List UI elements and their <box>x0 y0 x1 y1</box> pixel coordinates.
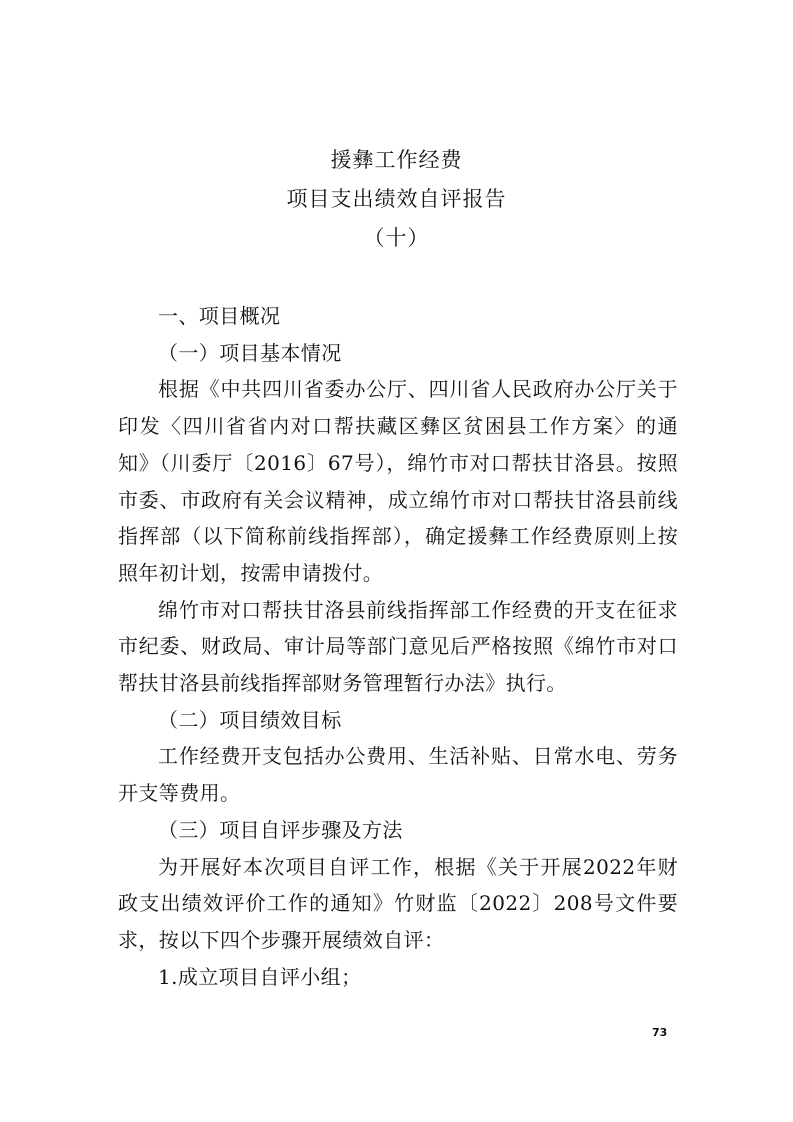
document-title-line-2: 项目支出绩效自评报告 <box>286 187 507 211</box>
document-title-line-3: （十） <box>363 226 430 250</box>
paragraph-basis: 根据《中共四川省委办公厅、四川省人民政府办公厅关于印发〈四川省省内对口帮扶藏区彝区贫困县工作方案〉的通知》（川委厅〔2016〕67号），绵竹市对口帮扶甘洛县。按照市委、市政府有关会议精神，成立绵竹市对口帮扶甘洛县前线指挥部（以下简称前线指挥部），确定援彝工作经费原则上按照年初计划，按需申请拨付。 <box>118 377 678 585</box>
list-item-step-1: 1.成立项目自评小组； <box>158 964 362 989</box>
page-number: 73 <box>652 1026 668 1039</box>
paragraph-expenditure: 绵竹市对口帮扶甘洛县前线指挥部工作经费的开支在征求市纪委、财政局、审计局等部门意见后严格按照《绵竹市对口帮扶甘洛县前线指挥部财务管理暂行办法》执行。 <box>118 597 678 696</box>
subsection-heading-performance-goals: （二）项目绩效目标 <box>158 707 342 732</box>
document-body <box>118 298 678 995</box>
subsection-heading-evaluation-steps: （三）项目自评步骤及方法 <box>158 817 403 842</box>
section-heading-project-overview: 一、项目概况 <box>158 304 281 328</box>
subsection-heading-basic-info: （一）项目基本情况 <box>158 340 342 365</box>
paragraph-evaluation-basis: 为开展好本次项目自评工作，根据《关于开展2022年财政支出绩效评价工作的通知》竹财监〔2022〕208号文件要求，按以下四个步骤开展绩效自评： <box>118 854 678 952</box>
document-title-line-1: 援彝工作经费 <box>330 148 463 172</box>
paragraph-expense-items: 工作经费开支包括办公费用、生活补贴、日常水电、劳务开支等费用。 <box>118 744 678 806</box>
